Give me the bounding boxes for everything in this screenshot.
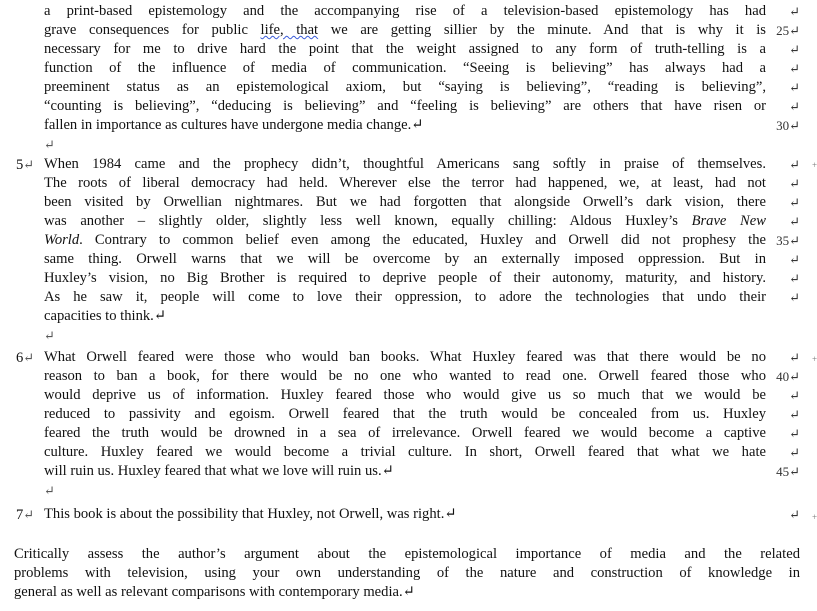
- line-number: 45↵: [776, 464, 800, 479]
- plus-marker: +: [812, 160, 817, 170]
- text-line: was another – slightly older, slightly less well known, equally chilling: Aldous Huxley’s Brave New: [44, 213, 766, 229]
- return-mark: ↵: [789, 157, 800, 172]
- text-line: feared the truth would be drowned in a sea of irrelevance. Orwell feared we would become a captive: [44, 425, 766, 441]
- text-line: As he saw it, people will come to love their oppression, to adore the technologies that undo their: [44, 289, 766, 305]
- return-mark: ↵: [789, 407, 800, 422]
- return-mark: ↵: [789, 445, 800, 460]
- text-line: What Orwell feared were those who would ban books. What Huxley feared was that there would be no: [44, 349, 766, 365]
- return-mark: ↵: [789, 388, 800, 403]
- line-number: 25↵: [776, 23, 800, 38]
- return-mark: ↵: [789, 426, 800, 441]
- empty-paragraph-mark: ↵: [44, 328, 55, 343]
- text-line: capacities to think.↵: [44, 308, 167, 324]
- return-mark: ↵: [789, 507, 800, 522]
- return-mark: ↵: [789, 350, 800, 365]
- text-line: grave consequences for public life, that we are getting sillier by the minute. And that is why it is: [44, 22, 766, 38]
- text-line: necessary for me to drive hard the point that the weight assigned to any form of truth-telling is a: [44, 41, 766, 57]
- text-line: reason to ban a book, for there would be no one who wanted to read one. Orwell feared those who: [44, 368, 766, 384]
- text-line: culture. Huxley feared we would become a trivial culture. In short, Orwell feared that what we hate: [44, 444, 766, 460]
- book-title: Brave New: [691, 213, 766, 229]
- text-line: World. Contrary to common belief even among the educated, Huxley and Orwell did not prophesy the: [44, 232, 766, 248]
- return-mark: ↵: [789, 176, 800, 191]
- return-mark: ↵: [789, 4, 800, 19]
- question-line: general as well as relevant comparisons with contemporary media.↵: [14, 584, 415, 600]
- spelling-underline: life, that: [260, 22, 319, 38]
- text-line: This book is about the possibility that Huxley, not Orwell, was right.↵: [44, 506, 457, 522]
- text-line: function of the influence of media of communication. “Seeing is believing” has always had a: [44, 60, 766, 76]
- return-mark: ↵: [789, 214, 800, 229]
- text-line: a print-based epistemology and the accompanying rise of a television-based epistemology has had: [44, 3, 766, 19]
- return-mark: ↵: [789, 195, 800, 210]
- line-number: 40↵: [776, 369, 800, 384]
- text-line: would deprive us of information. Huxley feared those who would give us so much that we would be: [44, 387, 766, 403]
- question-line: Critically assess the author’s argument about the epistemological importance of media and the related: [14, 546, 800, 562]
- return-mark: ↵: [789, 42, 800, 57]
- question-line: problems with television, using your own understanding of the nature and construction of knowledge in: [14, 565, 800, 581]
- text-line: preeminent status as an epistemological axiom, but “saying is believing”, “reading is believing”,: [44, 79, 766, 95]
- text-line: “counting is believing”, “deducing is believing” and “feeling is believing” are others that have risen or: [44, 98, 766, 114]
- return-mark: ↵: [789, 271, 800, 286]
- text-line: When 1984 came and the prophecy didn’t, thoughtful Americans sang softly in praise of themselves.: [44, 156, 766, 172]
- text-line: Huxley’s vision, no Big Brother is required to deprive people of their autonomy, maturity, and history.: [44, 270, 766, 286]
- book-title: World: [44, 232, 80, 248]
- text-line: reduced to passivity and egoism. Orwell feared that the truth would be concealed from us. Huxley: [44, 406, 766, 422]
- line-number: 35↵: [776, 233, 800, 248]
- return-mark: ↵: [789, 290, 800, 305]
- text-line: been visited by Orwellian nightmares. But we had forgotten that alongside Orwell’s dark vision, there: [44, 194, 766, 210]
- plus-marker: +: [812, 354, 817, 364]
- paragraph-number: 5↵: [16, 157, 35, 173]
- empty-paragraph-mark: ↵: [44, 137, 55, 152]
- paragraph-number: 7↵: [16, 507, 35, 523]
- text-line: same thing. Orwell warns that we will be overcome by an externally imposed oppression. But in: [44, 251, 766, 267]
- empty-paragraph-mark: ↵: [44, 483, 55, 498]
- return-mark: ↵: [789, 61, 800, 76]
- plus-marker: +: [812, 512, 817, 522]
- return-mark: ↵: [789, 252, 800, 267]
- text-line: The roots of liberal democracy had held. Wherever else the terror had happened, we, at least, had not: [44, 175, 766, 191]
- text-line: fallen in importance as cultures have undergone media change.↵: [44, 117, 424, 133]
- text-line: will ruin us. Huxley feared that what we love will ruin us.↵: [44, 463, 394, 479]
- return-mark: ↵: [789, 99, 800, 114]
- line-number: 30↵: [776, 118, 800, 133]
- return-mark: ↵: [789, 80, 800, 95]
- paragraph-number: 6↵: [16, 350, 35, 366]
